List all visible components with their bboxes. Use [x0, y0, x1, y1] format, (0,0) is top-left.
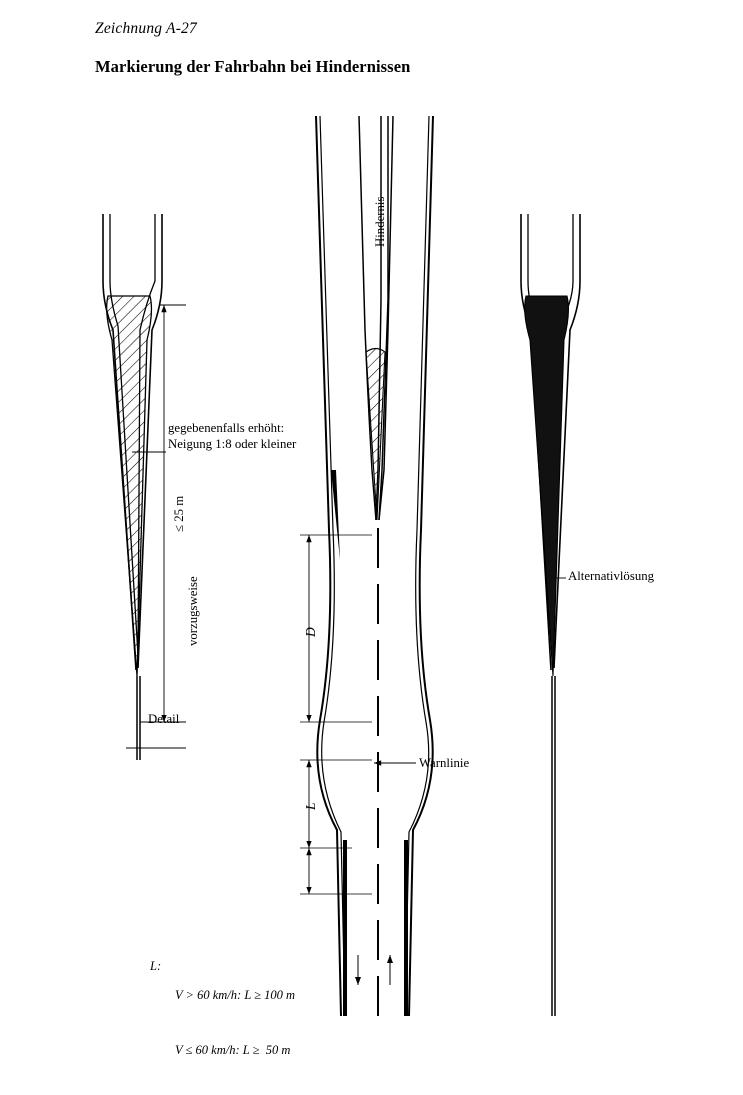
- legend-speed-1: V > 60 km/h:: [175, 988, 242, 1003]
- page-title: Markierung der Fahrbahn bei Hindernissen: [95, 57, 411, 76]
- dimension-l-label: L: [303, 802, 318, 810]
- slope-note-line2: Neigung 1:8 oder kleiner: [168, 436, 297, 451]
- obstacle-label: Hindernis: [373, 196, 387, 247]
- detail-label: Detail: [148, 712, 180, 726]
- alternative-figure: [521, 214, 580, 1016]
- slope-note-line1: gegebenenfalls erhöht:: [168, 421, 285, 435]
- max-length-label: ≤ 25 m: [172, 495, 186, 532]
- preferably-label: vorzugsweise: [186, 576, 200, 646]
- legend-value-2: L ≥ 50 m: [242, 1042, 291, 1057]
- warning-line-label: Warnlinie: [419, 756, 470, 770]
- detail-figure: [103, 214, 186, 760]
- legend-value-1: L ≥ 100 m: [244, 988, 296, 1003]
- alternative-solution-label: Alternativlösung: [568, 569, 655, 583]
- dimension-d-label: D: [303, 627, 318, 637]
- drawing-number: Zeichnung A-27: [95, 20, 197, 37]
- legend-row-1: [175, 986, 295, 1004]
- main-figure: [300, 116, 433, 1016]
- legend-row-2: [175, 1041, 295, 1059]
- legend: [150, 950, 296, 1057]
- legend-key: L:: [150, 959, 162, 973]
- slope-note: [168, 421, 296, 453]
- legend-speed-2: V ≤ 60 km/h:: [175, 1042, 240, 1057]
